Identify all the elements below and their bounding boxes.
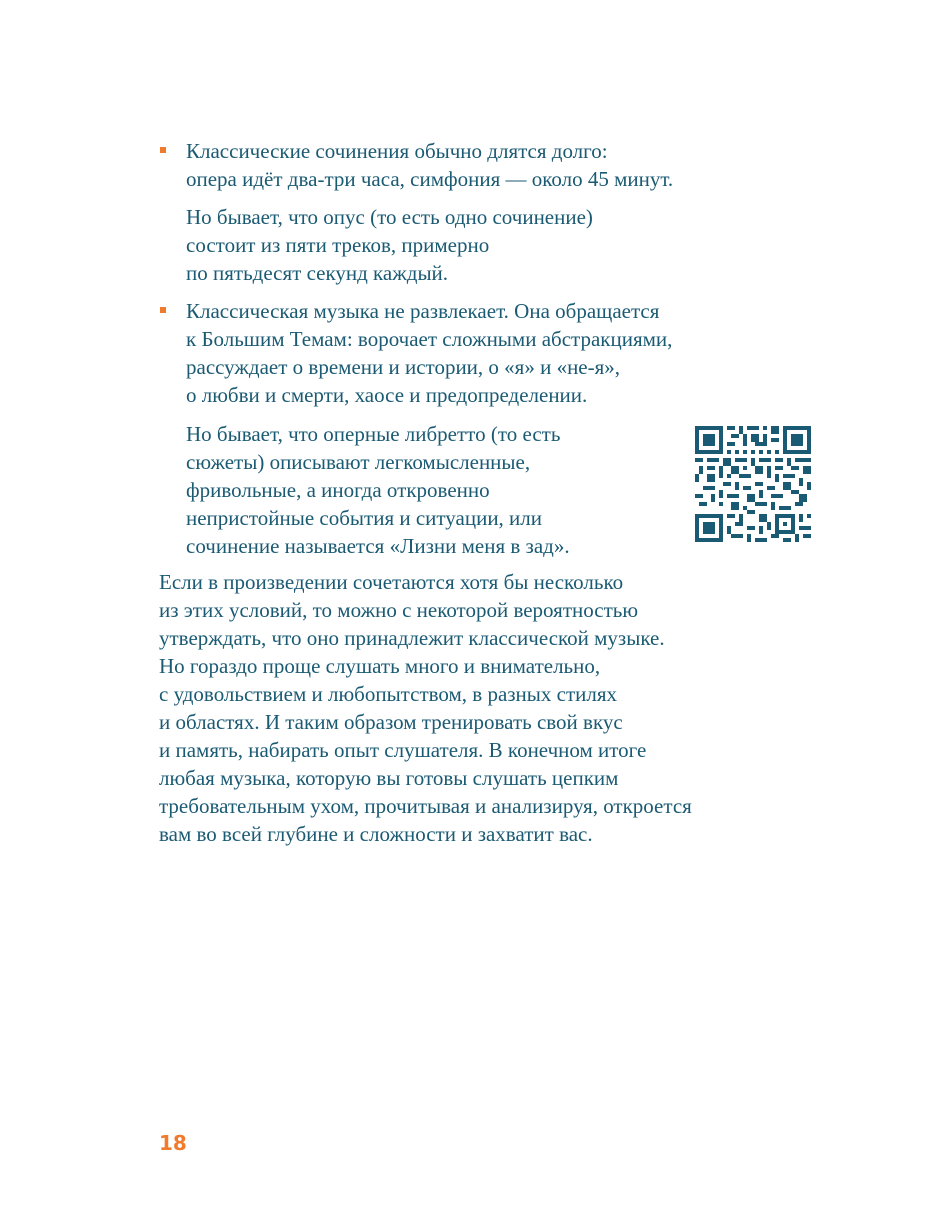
text-line: с удовольствием и любопытством, в разных стилях <box>159 682 618 706</box>
text-line: Но бывает, что оперные либретто (то есть <box>186 422 561 446</box>
text-line: по пятьдесят секунд каждый. <box>186 261 449 285</box>
text-line: о любви и смерти, хаосе и предопределении. <box>186 383 588 407</box>
page-number: 18 <box>159 1131 187 1155</box>
bullet-item-1-continuation <box>186 203 593 287</box>
text-line: любая музыка, которую вы готовы слушать цепким <box>159 766 619 790</box>
square-bullet-icon <box>160 307 166 313</box>
text-line: состоит из пяти треков, примерно <box>186 233 490 257</box>
text-line: Классические сочинения обычно длятся долго: <box>186 139 608 163</box>
conclusion-paragraph <box>159 568 692 848</box>
text-line: рассуждает о времени и истории, о «я» и «не-я», <box>186 355 621 379</box>
text-line: и память, набирать опыт слушателя. В конечном итоге <box>159 738 647 762</box>
text-line: и областях. И таким образом тренировать свой вкус <box>159 710 623 734</box>
text-line: Классическая музыка не развлекает. Она обращается <box>186 299 660 323</box>
bullet-item-2 <box>186 297 672 409</box>
text-line: из этих условий, то можно с некоторой вероятностью <box>159 598 639 622</box>
text-line: непристойные события и ситуации, или <box>186 506 543 530</box>
bullet-item-1 <box>186 137 673 193</box>
text-line: требовательным ухом, прочитывая и анализируя, откроется <box>159 794 692 818</box>
text-line: вам во всей глубине и сложности и захватит вас. <box>159 822 593 846</box>
text-line: сюжеты) описывают легкомысленные, <box>186 450 531 474</box>
bullet-item-2-continuation <box>186 420 570 560</box>
text-line: утверждать, что оно принадлежит классической музыке. <box>159 626 665 650</box>
text-line: к Большим Темам: ворочает сложными абстракциями, <box>186 327 673 351</box>
text-line: Но бывает, что опус (то есть одно сочинение) <box>186 205 593 229</box>
square-bullet-icon <box>160 147 166 153</box>
text-line: сочинение называется «Лизни меня в зад». <box>186 534 570 558</box>
text-line: Но гораздо проще слушать много и внимательно, <box>159 654 601 678</box>
text-line: Если в произведении сочетаются хотя бы несколько <box>159 570 624 594</box>
text-line: опера идёт два-три часа, симфония — около 45 минут. <box>186 167 674 191</box>
qr-code-icon[interactable] <box>695 426 811 542</box>
text-line: фривольные, а иногда откровенно <box>186 478 490 502</box>
